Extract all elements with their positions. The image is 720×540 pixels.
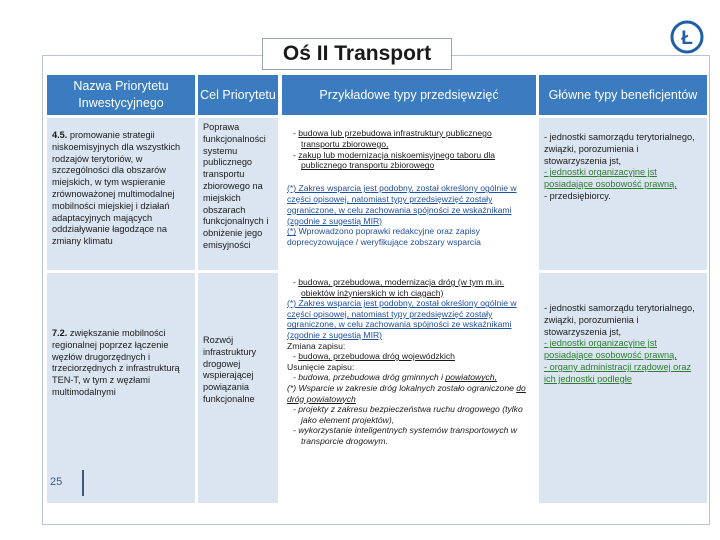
note-text: (*) Wprowadzono poprawki redakcyjne oraz zapisy doprecyzowujące / weryfikujące zobszary wsparcia bbox=[287, 226, 481, 248]
priority-cell-4-5 bbox=[47, 118, 195, 270]
goal-text: Poprawa funkcjonalności systemu publicznego transportu zbiorowego na miejskich obszarach funkcjonalnych i obniżenie jego emisyjności bbox=[203, 122, 269, 250]
header-goal: Cel Priorytetu bbox=[198, 75, 278, 115]
priority-text: promowanie strategii niskoemisyjnych dla wszystkich rodzajów terytoriów, w szczególności dla obszarów miejskich, w tym wspieranie zrównoważonej multimodalnej mobilności miejskiej i działań adaptacyjnych mających oddziaływanie łagodzące na zmiany klimatu bbox=[52, 130, 181, 247]
list-item: - budowa, przebudowa dróg wojewódzkich bbox=[293, 351, 455, 362]
header-beneficiaries: Główne typy beneficjentów bbox=[539, 75, 707, 115]
beneficiary-text: - jednostki samorządu terytorialnego, związki, porozumienia i stowarzyszenia jst, bbox=[544, 303, 695, 337]
priority-number: 7.2. bbox=[52, 328, 68, 338]
beneficiary-text: - organy administracji rządowej oraz ich jednostki podległe bbox=[544, 361, 692, 384]
list-item: - zakup lub modernizacja niskoemisyjnego taboru dla publicznego transportu zbiorowego bbox=[293, 149, 496, 171]
priority-cell-7-2 bbox=[47, 273, 195, 503]
goal-cell-4-5 bbox=[198, 118, 278, 270]
types-cell-7-2 bbox=[282, 273, 536, 503]
goal-text: Rozwój infrastruktury drogowej wspierającej powiązania funkcjonalne bbox=[203, 335, 257, 404]
beneficiaries-cell-7-2 bbox=[539, 273, 707, 503]
divider bbox=[82, 470, 84, 496]
removed-label: Usunięcie zapisu: bbox=[287, 361, 355, 372]
header-types: Przykładowe typy przedsięwzięć bbox=[282, 75, 536, 115]
note-text: (*) Zakres wsparcia jest podobny, został określony ogólnie w części opisowej, natomiast typy przedsięwzięć zostały ograniczone, w celu zachowania spójności ze wskaźnikami (zgodnie z sugestią MIR) bbox=[287, 183, 517, 226]
beneficiary-text: - jednostki organizacyjne jst posiadające osobowość prawną, bbox=[544, 167, 677, 190]
list-item: - budowa, przebudowa dróg gminnych i powiatowych, bbox=[293, 372, 497, 383]
page-title: Oś II Transport bbox=[262, 38, 452, 70]
note-text: (*) Zakres wsparcia jest podobny, został określony ogólnie w części opisowej, natomiast typy przedsięwzięć zostały ograniczone, w celu zachowania spójności ze wskaźnikami (zgodnie z sugestią MIR) bbox=[287, 298, 517, 340]
beneficiary-text: - przedsiębiorcy. bbox=[544, 190, 611, 201]
change-label: Zmiana zapisu: bbox=[287, 340, 346, 351]
beneficiaries-cell-4-5 bbox=[539, 118, 707, 270]
list-item: - projekty z zakresu bezpieczeństwa ruchu drogowego (tylko jako element projektów), bbox=[293, 404, 523, 425]
types-cell-4-5 bbox=[282, 118, 536, 270]
list-item: - budowa, przebudowa, modernizacja dróg (w tym m.in. obiektów inżynierskich w ich ciągach) bbox=[293, 277, 505, 298]
priority-number: 4.5. bbox=[52, 130, 68, 140]
ue-logo-icon bbox=[670, 20, 704, 54]
header-priority: Nazwa Priorytetu Inwestycyjnego bbox=[47, 75, 195, 115]
beneficiary-text: - jednostki samorządu terytorialnego, związki, porozumienia i stowarzyszenia jst, bbox=[544, 132, 695, 166]
priority-text: zwiększanie mobilności regionalnej poprzez łączenie węzłów drugorzędnych i trzeciorzędnych z infrastrukturą TEN-T, w tym z węzłami multimodalnymi bbox=[52, 328, 180, 397]
svg-text:Ł: Ł bbox=[681, 28, 693, 49]
page-number: 25 bbox=[50, 476, 63, 488]
note-text: (*) Wsparcie w zakresie dróg lokalnych zostało ograniczone do dróg powiatowych bbox=[287, 382, 526, 404]
list-item: - wykorzystanie inteligentnych systemów transportowych w transporcie drogowym. bbox=[293, 425, 518, 446]
beneficiary-text: - jednostki organizacyjne jst posiadające osobowość prawną, bbox=[544, 338, 677, 361]
list-item: - budowa lub przebudowa infrastruktury publicznego transportu zbiorowego, bbox=[293, 128, 492, 149]
goal-cell-7-2 bbox=[198, 273, 278, 503]
